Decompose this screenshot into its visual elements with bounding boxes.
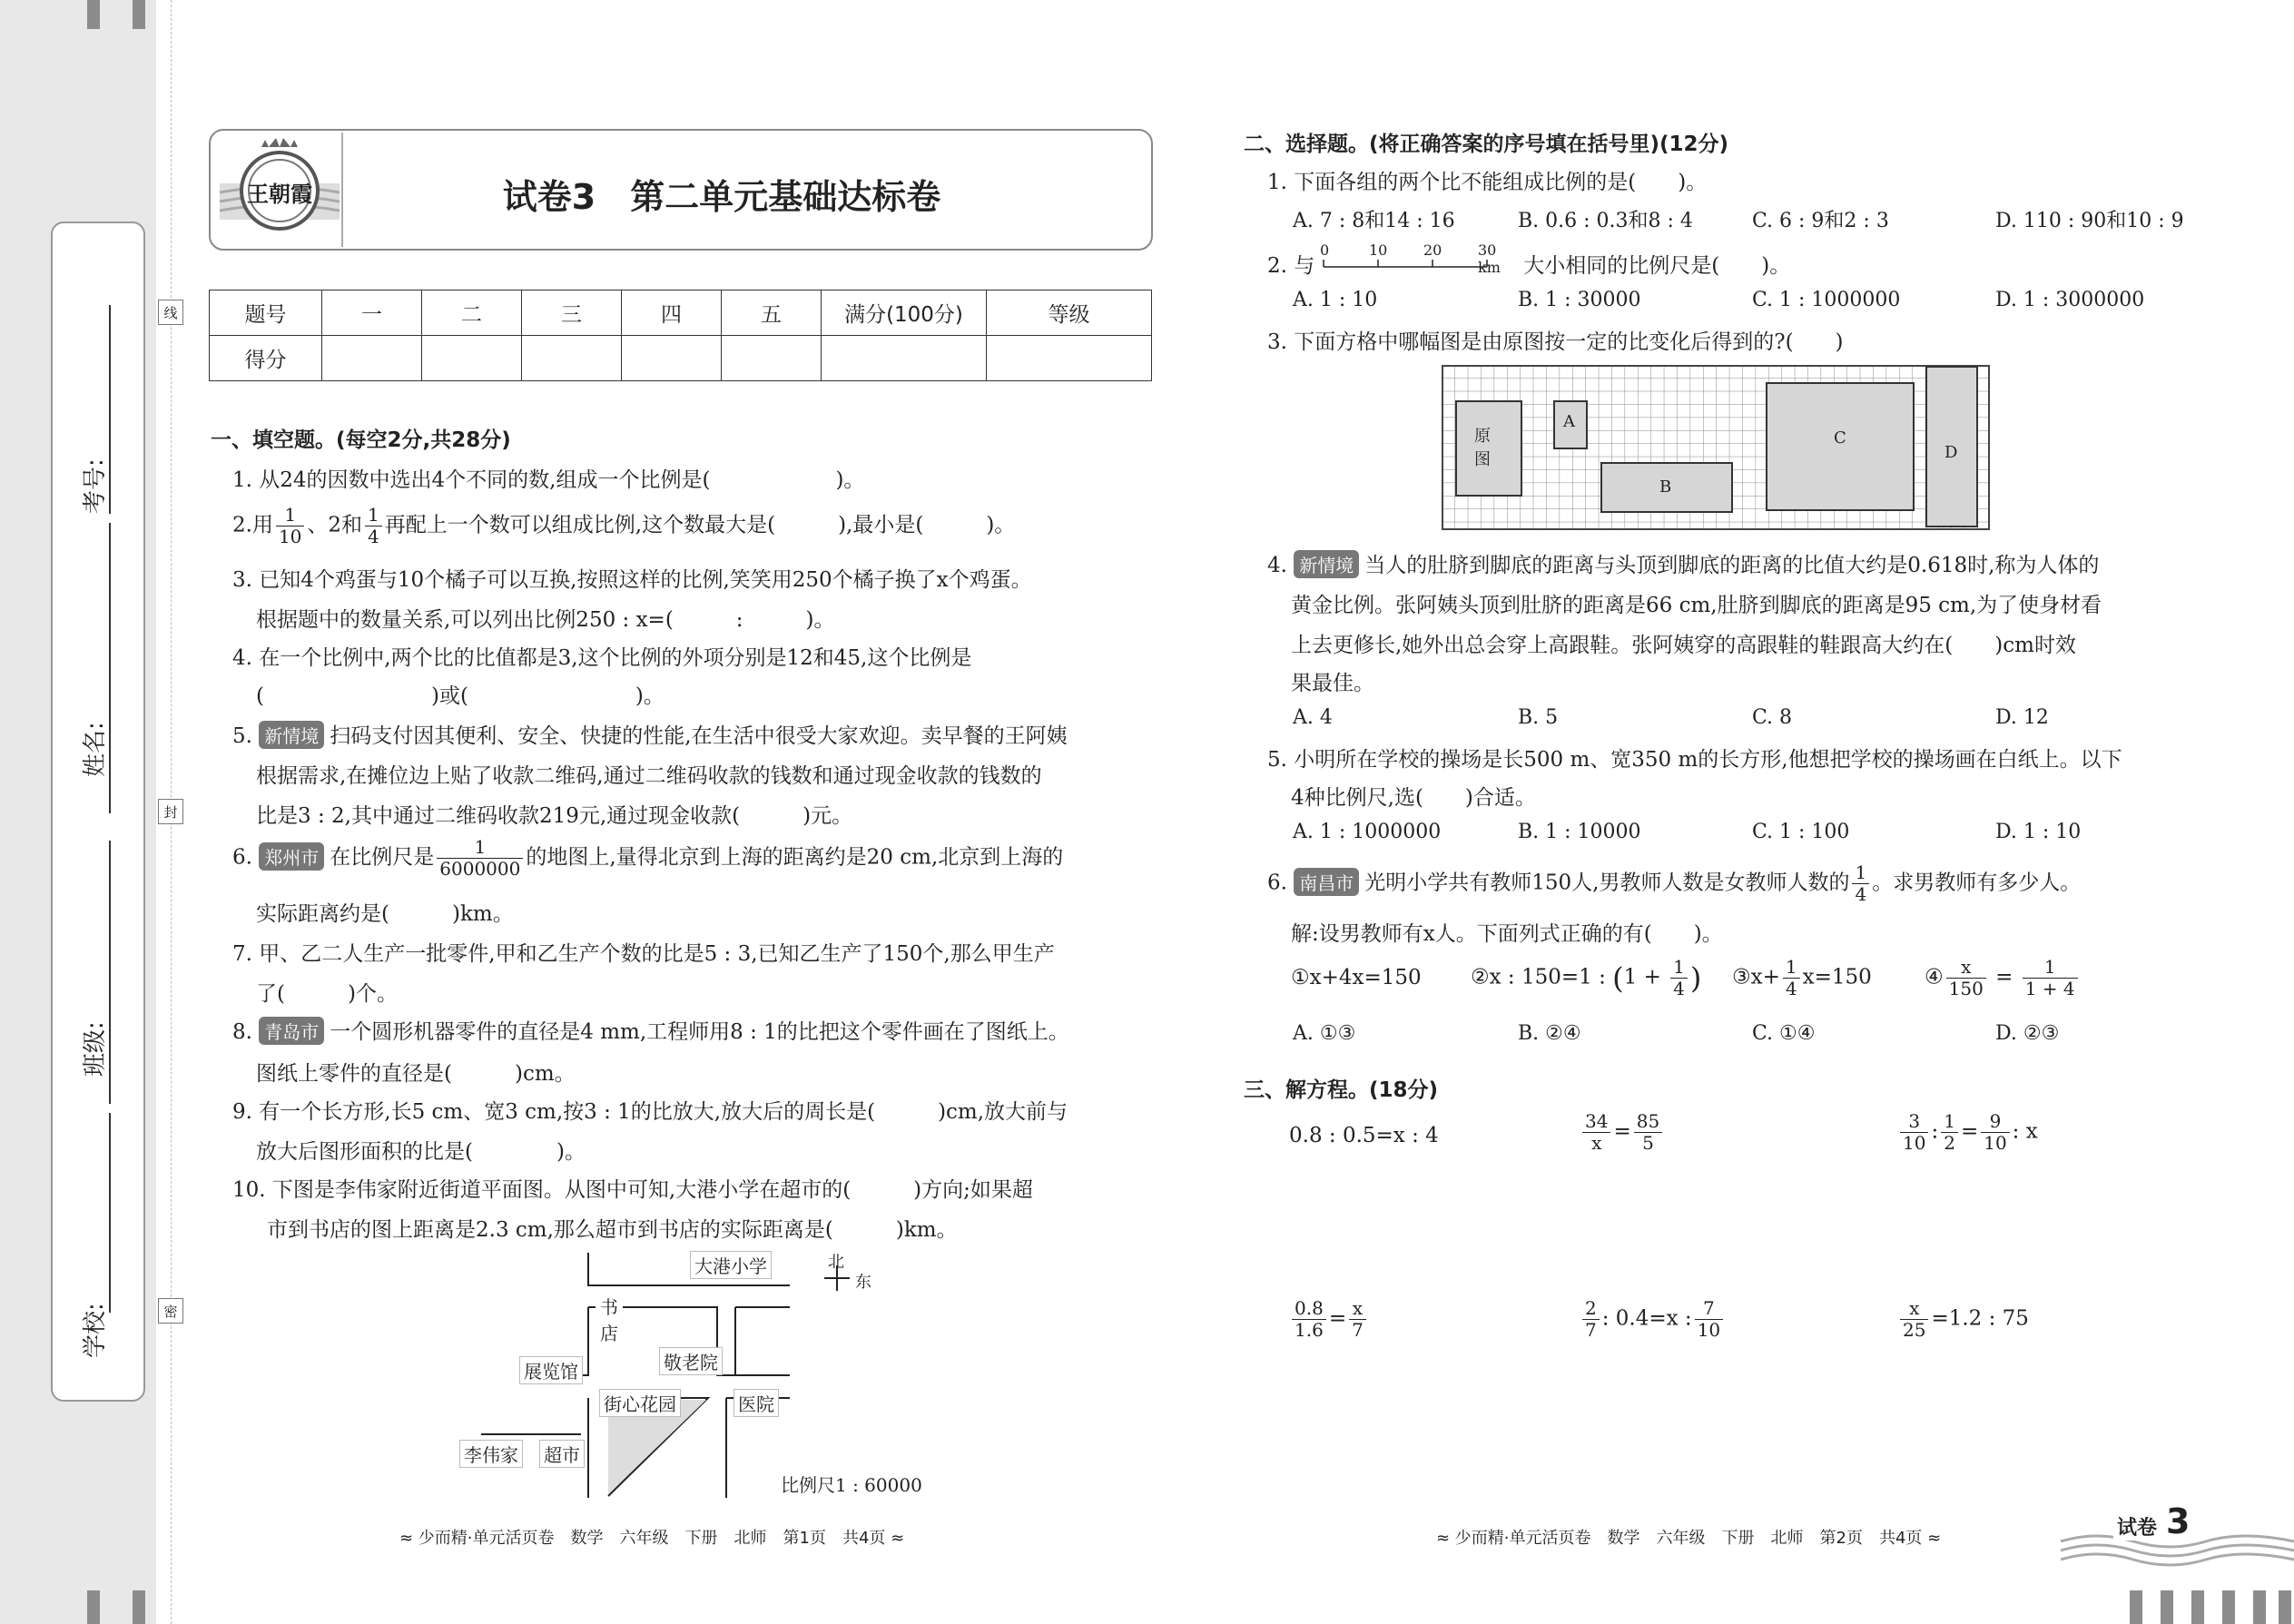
register-mark [2222,1590,2235,1624]
question-1-5-c: 比是3 : 2,其中通过二维码收款219元,通过现金收款( )元。 [256,804,853,828]
exam-number-field[interactable] [53,241,147,514]
question-1-4: 4. 在一个比例中,两个比的比值都是3,这个比例的外项分别是12和45,这个比例是 [232,646,972,670]
grid-figure [1442,365,1990,530]
option-a[interactable]: A. 4 [1293,706,1333,729]
score-cell[interactable] [722,336,822,381]
score-header: 二 [422,290,522,336]
question-1-2: 2.用 $\frac{1}{10}$ 、2和 $\frac{1}{4}$ 再配上一个数可以组成比例,这个数最大是( ),最小是( )。 [232,504,1016,547]
school-label: 学校: [82,1303,109,1358]
score-cell[interactable] [622,336,722,381]
section-1-title: 一、填空题。(每空2分,共28分) [211,428,511,452]
register-mark [2253,1590,2266,1624]
question-1-5: 5. 新情境 扫码支付因其便利、安全、快捷的性能,在生活中很受大家欢迎。卖早餐的王阿姨 [232,719,1068,749]
grid-label-original: 原 [1474,427,1491,446]
map-label-bookstore: 书店 [596,1293,623,1345]
question-1-10: 10. 下图是李伟家附近街道平面图。从图中可知,大港小学在超市的( )方向;如果超 [232,1178,1033,1202]
question-2-4-d: 果最佳。 [1291,672,1374,695]
grid-label-d: D [1944,443,1958,462]
ruler-tick-label: 0 [1320,241,1330,259]
school-field[interactable] [53,1086,147,1358]
question-1-8: 8. 青岛市 一个圆形机器零件的直径是4 mm,工程师用8 : 1的比把这个零件画在了图纸上。 [232,1015,1069,1045]
footer-right: ≈ 少而精·单元活页卷 数学 六年级 下册 北师 第2页 共4页 ≈ [1436,1529,1942,1548]
name-field[interactable] [53,523,147,795]
register-mark [87,1590,100,1624]
option-c[interactable]: C. 1 : 1000000 [1752,289,1901,311]
score-cell[interactable] [422,336,522,381]
score-header: 一 [322,290,422,336]
score-cell[interactable] [522,336,622,381]
badge-number: 3 [2162,1501,2193,1541]
question-1-6: 6. 郑州市 在比例尺是 $\frac{1}{6000000}$ 的地图上,量得北京到上海的距离约是20 cm,北京到上海的 [232,836,1064,880]
option-a[interactable]: A. ①③ [1293,1022,1356,1045]
question-2-5-b: 4种比例尺,选( )合适。 [1291,786,1536,810]
cut-mark-mi: 密 [158,1298,183,1324]
option-c[interactable]: C. ①④ [1752,1022,1816,1045]
option-a[interactable]: A. 1 : 1000000 [1293,821,1442,843]
score-row-label: 得分 [210,336,322,381]
question-2-4-b: 黄金比例。张阿姨头顶到肚脐的距离是66 cm,肚脐到脚底的距离是95 cm,为了使身材看 [1291,594,2102,617]
register-mark [2161,1590,2173,1624]
equation-option-1: ①x+4x=150 [1291,966,1422,989]
register-mark [2191,1590,2204,1624]
footer-left: ≈ 少而精·单元活页卷 数学 六年级 下册 北师 第1页 共4页 ≈ [399,1529,905,1548]
score-cell[interactable] [987,336,1152,381]
east-label: 东 [855,1273,871,1292]
north-label: 北 [828,1253,844,1272]
ruler-tick-label: 20 [1423,241,1442,259]
scale-ruler [1320,241,1521,276]
question-1-9-b: 放大后图形面积的比是( )。 [256,1140,586,1164]
question-1-7-b: 了( )个。 [256,982,398,1006]
question-1-3: 3. 已知4个鸡蛋与10个橘子可以互换,按照这样的比例,笑笑用250个橘子换了x个鸡蛋。 [232,568,1032,592]
option-d[interactable]: D. 110 : 90和10 : 9 [1995,210,2184,232]
question-2-2: 2. 与 大小相同的比例尺是( )。 [1267,254,1791,278]
equation-4: $\frac{0.8}{1.6}$ = $\frac{x}{7}$ [1289,1298,1369,1341]
score-header: 五 [722,290,822,336]
map-label-park: 街心花园 [599,1389,681,1417]
option-a[interactable]: A. 1 : 10 [1293,289,1378,311]
option-a[interactable]: A. 7 : 8和14 : 16 [1293,210,1455,232]
score-header: 三 [522,290,622,336]
class-field[interactable] [53,804,147,1077]
tag-badge: 青岛市 [259,1017,324,1045]
question-1-5-b: 根据需求,在摊位边上贴了收款二维码,通过二维码收款的钱数和通过现金收款的钱数的 [256,764,1042,788]
score-header: 四 [622,290,722,336]
question-2-3: 3. 下面方格中哪幅图是由原图按一定的比变化后得到的?( ) [1267,330,1844,354]
grid-label-original: 图 [1474,450,1491,469]
option-c[interactable]: C. 8 [1752,706,1793,729]
question-1-7: 7. 甲、乙二人生产一批零件,甲和乙生产个数的比是5 : 3,已知乙生产了150个,那么甲生产 [232,942,1055,966]
score-table [209,290,1152,381]
grid-label-c: C [1834,428,1846,448]
map-label-hospital: 医院 [733,1389,779,1417]
map-label-supermarket: 超市 [539,1440,585,1468]
map-label-school: 大港小学 [690,1251,772,1279]
tag-badge: 南昌市 [1294,868,1359,896]
map-scale: 比例尺1 : 60000 [781,1474,922,1496]
question-1-1: 1. 从24的因数中选出4个不同的数,组成一个比例是( )。 [232,468,865,492]
question-2-5: 5. 小明所在学校的操场是长500 m、宽350 m的长方形,他想把学校的操场画在白纸上。以下 [1267,748,2122,772]
register-mark [2130,1590,2142,1624]
page-title: 试卷3 第二单元基础达标卷 [502,177,941,217]
equation-option-3: ③x+ $\frac{1}{4}$ x=150 [1732,956,1872,999]
question-2-4-c: 上去更修长,她外出总会穿上高跟鞋。张阿姨穿的高跟鞋的鞋跟高大约在( )cm时效 [1291,634,2076,657]
tag-badge: 新情境 [1294,550,1359,578]
name-label: 姓名: [82,722,109,777]
register-mark [2279,1590,2291,1624]
score-cell[interactable] [822,336,987,381]
section-2-title: 二、选择题。(将正确答案的序号填在括号里)(12分) [1244,133,1729,156]
map-label-home: 李伟家 [459,1440,523,1468]
street-map [445,1253,953,1498]
equation-option-2: ②x : 150=1 : (1 + $\frac{1}{4}$ ) [1471,956,1702,999]
grid-label-a: A [1563,412,1575,431]
cut-mark-xian: 线 [158,300,183,325]
ruler-tick-label: 30 km [1478,241,1501,276]
option-d[interactable]: D. ②③ [1995,1022,2060,1045]
tag-badge: 郑州市 [259,842,324,871]
option-c[interactable]: C. 6 : 9和2 : 3 [1752,210,1889,232]
equation-5: $\frac{2}{7}$ : 0.4=x : $\frac{7}{10}$ [1580,1298,1726,1341]
question-1-3-b: 根据题中的数量关系,可以列出比例250 : x=( : )。 [256,608,835,632]
logo-text: 王朝霞 [247,181,312,207]
question-1-10-b: 市到书店的图上距离是2.3 cm,那么超市到书店的实际距离是( )km。 [267,1218,958,1242]
badge-label: 试卷 [2113,1512,2161,1540]
score-header: 等级 [987,290,1152,336]
question-2-1: 1. 下面各组的两个比不能组成比例的是( )。 [1267,171,1708,194]
option-d[interactable]: D. 1 : 3000000 [1995,289,2145,311]
register-mark [87,0,100,29]
option-b[interactable]: B. 1 : 10000 [1518,821,1641,843]
equation-option-4: ④ $\frac{x}{150}$ = $\frac{1}{1 + 4}$ [1925,957,2081,999]
question-1-8-b: 图纸上零件的直径是( )cm。 [256,1062,576,1086]
score-cell[interactable] [322,336,422,381]
question-1-6-b: 实际距离约是( )km。 [256,902,514,926]
question-2-6: 6. 南昌市 光明小学共有教师150人,男教师人数是女教师人数的 $\frac{1}{4}$ 。求男教师有多少人。 [1267,861,2082,905]
grid-label-b: B [1659,477,1672,497]
option-b[interactable]: B. ②④ [1518,1022,1581,1045]
option-b[interactable]: B. 1 : 30000 [1518,289,1641,311]
class-label: 班级: [82,1021,109,1077]
equation-3: $\frac{3}{10}$ : $\frac{1}{2}$ = $\frac{9}{10}$ : x [1897,1111,2038,1154]
map-label-exhibition: 展览馆 [519,1356,583,1384]
equation-2: $\frac{34}{x}$ = $\frac{85}{5}$ [1580,1111,1665,1154]
option-c[interactable]: C. 1 : 100 [1752,821,1850,843]
equation-1: 0.8 : 0.5=x : 4 [1289,1124,1439,1147]
equation-6: $\frac{x}{25}$ =1.2 : 75 [1897,1298,2029,1341]
exam-number-label: 考号: [82,458,109,514]
register-mark [133,0,145,29]
page-badge [2061,1501,2294,1570]
tag-badge: 新情境 [259,721,324,749]
ruler-tick-label: 10 [1369,241,1388,259]
cut-mark-feng: 封 [158,799,183,824]
map-label-nursing-home: 敬老院 [659,1347,723,1375]
score-header: 满分(100分) [822,290,987,336]
section-3-title: 三、解方程。(18分) [1244,1078,1439,1102]
question-1-9: 9. 有一个长方形,长5 cm、宽3 cm,按3 : 1的比放大,放大后的周长是( )cm,放大前与 [232,1100,1068,1124]
score-header: 题号 [210,290,322,336]
binding-info-box [51,221,145,1402]
option-d[interactable]: D. 1 : 10 [1995,821,2082,843]
question-2-6-b: 解:设男教师有x人。下面列式正确的有( )。 [1291,922,1723,946]
option-d[interactable]: D. 12 [1995,706,2049,729]
option-b[interactable]: B. 5 [1518,706,1559,729]
question-1-4-b: ( )或( )。 [256,684,665,708]
register-mark [133,1590,145,1624]
option-b[interactable]: B. 0.6 : 0.3和8 : 4 [1518,210,1693,232]
question-2-4: 4. 新情境 当人的肚脐到脚底的距离与头顶到脚底的距离的比值大约是0.618时,称为人体的 [1267,548,2099,578]
